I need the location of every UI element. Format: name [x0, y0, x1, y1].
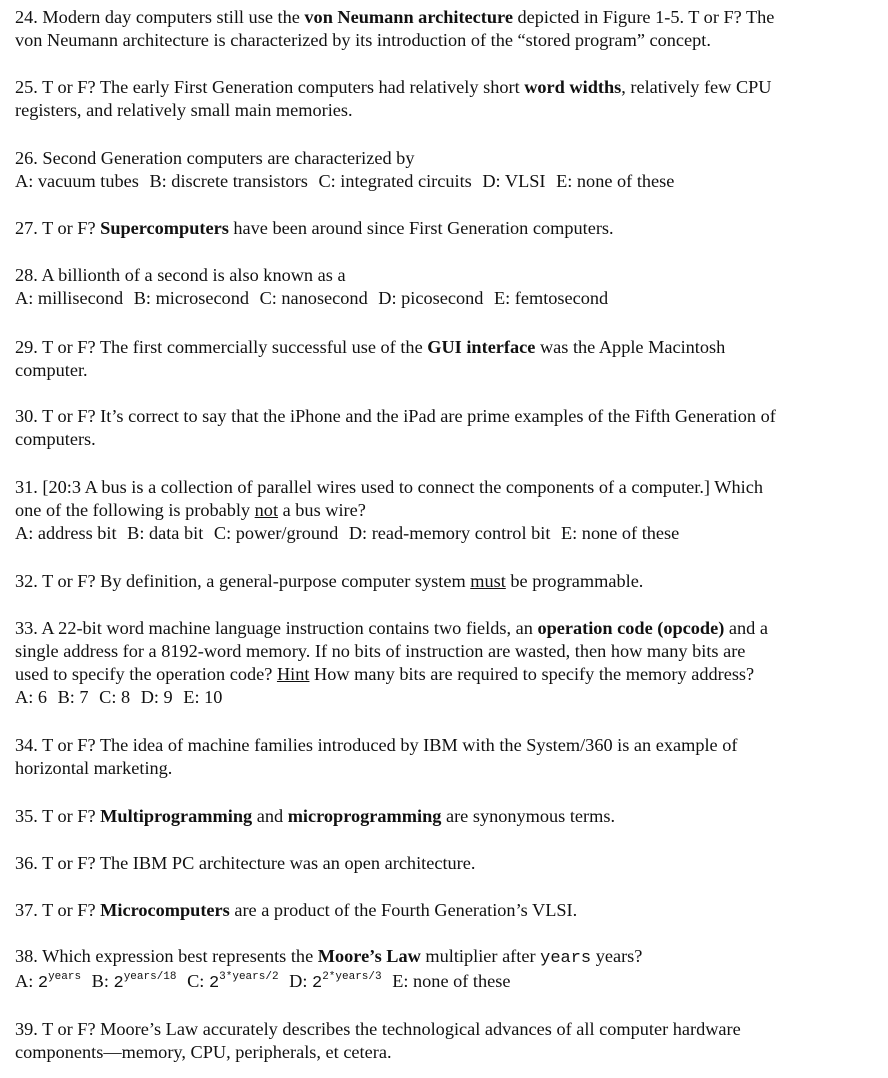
question-28	[15, 264, 875, 310]
bold-term: Moore’s Law	[317, 946, 421, 966]
bold-term: microprogramming	[287, 806, 442, 826]
q30-line-2: computers.	[15, 429, 96, 449]
q24-line-2: von Neumann architecture is characterized by its introduction of the “stored program” concept.	[15, 30, 711, 50]
q25-line-1: 25. T or F? The early First Generation computers had relatively short word widths, relatively few CPU	[15, 77, 772, 97]
q33-line-4: A: 6 B: 7 C: 8 D: 9 E: 10	[15, 687, 223, 707]
question-35	[15, 805, 875, 828]
question-39	[15, 1018, 875, 1064]
q36-line-1: 36. T or F? The IBM PC architecture was an open architecture.	[15, 853, 476, 873]
code-variable: years	[540, 949, 592, 968]
power-exponent: years/18	[123, 971, 177, 983]
power-expression	[312, 971, 382, 991]
q33-line-2: single address for a 8192-word memory. If no bits of instruction are wasted, then how many bits are	[15, 641, 746, 661]
bold-term: word widths	[524, 77, 622, 97]
q33-line-1: 33. A 22-bit word machine language instruction contains two fields, an operation code (opcode) and a	[15, 618, 768, 638]
power-base: 2	[113, 974, 124, 993]
power-expression	[209, 971, 279, 991]
question-33	[15, 617, 875, 709]
q32-line-1: 32. T or F? By definition, a general-purpose computer system must be programmable.	[15, 571, 644, 591]
bold-term: GUI interface	[427, 337, 536, 357]
question-38	[15, 945, 875, 995]
q34-line-2: horizontal marketing.	[15, 758, 173, 778]
question-30	[15, 405, 875, 451]
q25-line-2: registers, and relatively small main memories.	[15, 100, 353, 120]
power-exponent: years	[48, 971, 82, 983]
q30-line-1: 30. T or F? It’s correct to say that the iPhone and the iPad are prime examples of the Fifth Generation of	[15, 406, 776, 426]
underlined-term: not	[254, 500, 279, 520]
question-26	[15, 147, 875, 193]
bold-term: Multiprogramming	[100, 806, 253, 826]
power-expression	[114, 971, 177, 991]
bold-term: Microcomputers	[100, 900, 230, 920]
power-expression	[38, 971, 81, 991]
power-base: 2	[208, 974, 220, 993]
q38-line-2: A: $2^{years}$ B: $2^{years/18}$ C: $2^{3*years/2}$ D: $2^{2*years/3}$ E: none of these	[15, 971, 511, 993]
underlined-term: Hint	[276, 664, 310, 684]
q34-line-1: 34. T or F? The idea of machine families introduced by IBM with the System/360 is an example of	[15, 735, 738, 755]
bold-term: Supercomputers	[100, 218, 229, 238]
question-24	[15, 6, 875, 52]
q39-line-1: 39. T or F? Moore’s Law accurately describes the technological advances of all computer hardware	[15, 1019, 741, 1039]
question-32	[15, 570, 875, 593]
underlined-term: must	[470, 571, 506, 591]
q37-line-1: 37. T or F? Microcomputers are a product of the Fourth Generation’s VLSI.	[15, 900, 578, 920]
question-27	[15, 217, 875, 240]
q29-line-1: 29. T or F? The first commercially successful use of the GUI interface was the Apple Macintosh	[15, 337, 726, 357]
question-25	[15, 76, 875, 122]
q33-line-3: used to specify the operation code? Hint How many bits are required to specify the memory address?	[15, 664, 755, 684]
power-base: 2	[37, 974, 49, 993]
question-29	[15, 336, 875, 382]
power-exponent: 2*years/3	[322, 971, 382, 983]
power-base: 2	[312, 974, 323, 993]
bold-term: operation code (opcode)	[537, 618, 725, 638]
q35-line-1: 35. T or F? Multiprogramming and microprogramming are synonymous terms.	[15, 806, 616, 826]
question-31	[15, 476, 875, 545]
q24-line-1: 24. Modern day computers still use the von Neumann architecture depicted in Figure 1-5. T or F? The	[15, 7, 775, 27]
q39-line-2: components—memory, CPU, peripherals, et cetera.	[15, 1042, 392, 1062]
question-36	[15, 852, 875, 875]
q29-line-2: computer.	[15, 360, 88, 380]
question-37	[15, 899, 875, 922]
q28-line-1: 28. A billionth of a second is also known as a	[15, 265, 346, 285]
q31-line-2: one of the following is probably not a bus wire?	[15, 500, 366, 520]
q38-line-1: 38. Which expression best represents the Moore’s Law multiplier after years years?	[15, 946, 643, 968]
q26-line-1: 26. Second Generation computers are characterized by	[15, 148, 415, 168]
bold-term: von Neumann architecture	[304, 7, 513, 27]
q27-line-1: 27. T or F? Supercomputers have been around since First Generation computers.	[15, 218, 614, 238]
question-34	[15, 734, 875, 780]
q31-line-3: A: address bit B: data bit C: power/ground D: read-memory control bit E: none of these	[15, 523, 680, 543]
power-exponent: 3*years/2	[219, 971, 279, 983]
q28-line-2: A: millisecond B: microsecond C: nanosecond D: picosecond E: femtosecond	[15, 288, 609, 308]
q26-line-2: A: vacuum tubes B: discrete transistors C: integrated circuits D: VLSI E: none of these	[15, 171, 675, 191]
q31-line-1: 31. [20:3 A bus is a collection of parallel wires used to connect the components of a computer.] Which	[15, 477, 763, 497]
